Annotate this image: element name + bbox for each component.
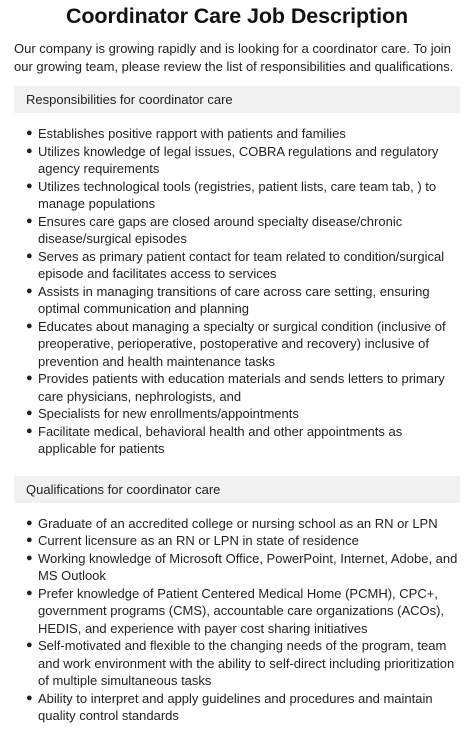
list-item-text: Provides patients with education materials and sends letters to primary care physicians, nephrologists, and	[38, 371, 445, 404]
bullet-icon: ●	[26, 144, 33, 157]
list-item	[26, 248, 460, 283]
list-item-text: Working knowledge of Microsoft Office, PowerPoint, Internet, Adobe, and MS Outlook	[38, 550, 458, 583]
list-item-text: Educates about managing a specialty or surgical condition (inclusive of preoperative, perioperative, postoperative and recovery) inclusive of prevention and health maintenance tasks	[38, 318, 446, 369]
list-item	[26, 690, 460, 725]
list-item	[26, 550, 460, 585]
list-item	[26, 370, 460, 405]
bullet-icon: ●	[26, 249, 33, 262]
list-item	[26, 405, 460, 423]
bullet-icon: ●	[26, 516, 33, 529]
bullet-icon: ●	[26, 372, 33, 384]
list-item	[26, 125, 460, 143]
list-item-text: Utilizes technological tools (registries, patient lists, care team tab, ) to manage populations	[38, 178, 437, 211]
bullet-icon: ●	[26, 586, 33, 599]
list-item-text: Establishes positive rapport with patients and families	[38, 126, 346, 141]
list-item-text: Assists in managing transitions of care across care setting, ensuring optimal communication and planning	[38, 283, 430, 316]
list-item	[26, 532, 460, 550]
qualifications-list	[14, 515, 460, 725]
list-item	[26, 283, 460, 318]
bullet-icon: ●	[26, 179, 33, 192]
bullet-icon: ●	[26, 551, 33, 564]
list-item	[26, 515, 460, 533]
responsibilities-header: Responsibilities for coordinator care	[14, 86, 460, 113]
list-item-text: Ability to interpret and apply guidelines and procedures and maintain quality control standards	[38, 690, 433, 723]
list-item-text: Specialists for new enrollments/appointments	[38, 406, 299, 421]
list-item	[26, 213, 460, 248]
bullet-icon: ●	[26, 534, 33, 546]
qualifications-header: Qualifications for coordinator care	[14, 476, 460, 503]
responsibilities-list	[14, 125, 460, 458]
list-item	[26, 423, 460, 458]
bullet-icon: ●	[26, 214, 33, 227]
bullet-icon: ●	[26, 639, 33, 651]
list-item-text: Utilizes knowledge of legal issues, COBRA regulations and regulatory agency requirements	[38, 143, 439, 176]
list-item-text: Ensures care gaps are closed around specialty disease/chronic disease/surgical episodes	[38, 213, 403, 246]
list-item-text: Current licensure as an RN or LPN in state of residence	[38, 533, 359, 548]
list-item-text: Facilitate medical, behavioral health and other appointments as applicable for patients	[38, 423, 403, 456]
list-item	[26, 318, 460, 371]
bullet-icon: ●	[26, 284, 33, 297]
list-item-text: Self-motivated and flexible to the changing needs of the program, team and work environment with the ability to self-direct including prioritization of multiple simultaneous tasks	[38, 638, 455, 688]
list-item	[26, 143, 460, 178]
bullet-icon: ●	[26, 319, 33, 332]
list-item-text: Serves as primary patient contact for team related to condition/surgical episode and facilitates access to services	[38, 248, 445, 281]
bullet-icon: ●	[26, 691, 33, 704]
bullet-icon: ●	[26, 127, 33, 139]
list-item-text: Graduate of an accredited college or nursing school as an RN or LPN	[38, 515, 438, 531]
bullet-icon: ●	[26, 407, 33, 419]
intro-paragraph: Our company is growing rapidly and is looking for a coordinator care. To join our growing team, please review the list of responsibilities and qualifications.	[14, 41, 454, 74]
bullet-icon: ●	[26, 424, 33, 437]
list-item	[26, 178, 460, 213]
page-title: Coordinator Care Job Description	[65, 4, 409, 28]
list-item-text: Prefer knowledge of Patient Centered Medical Home (PCMH), CPC+, government programs (CMS), accountable care organizations (ACOs), HEDIS, and experience with payer cost sharing initiatives	[38, 585, 445, 636]
list-item	[26, 637, 460, 690]
list-item	[26, 585, 460, 638]
